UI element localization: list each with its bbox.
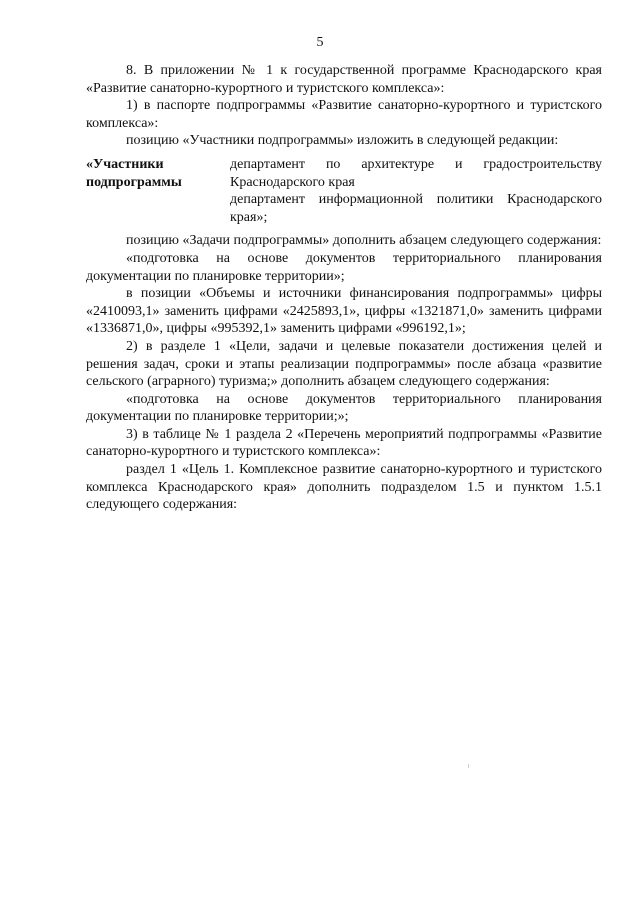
paragraph-table-1: 3) в таблице № 1 раздела 2 «Перечень мероприятий подпрограммы «Развитие санаторно-курортного и туристского комплекса»: [86,426,602,460]
paragraph-tasks: позицию «Задачи подпрограммы» дополнить абзацем следующего содержания: [126,233,602,249]
page-number: 5 [316,35,324,50]
participants-label: «Участники подпрограммы [86,156,182,190]
paragraph-amendment-8: 8. В приложении № 1 к государственной программе Краснодарского края «Развитие санаторно-курортного и туристского комплекса»: [86,63,602,96]
participants-values [230,156,602,226]
paragraph-passport: 1) в паспорте подпрограммы «Развитие санаторно-курортного и туристского комплекса»: [86,98,602,131]
paragraph-section-1-quote: «подготовка на основе документов территориального планирования документации по планировке территории;»; [86,391,602,425]
participant-architecture: департамент по архитектуре и градостроительству Краснодарского края [230,156,602,190]
paragraph-section-1: 2) в разделе 1 «Цели, задачи и целевые показатели достижения целей и решения задач, сроки и этапы реализации подпрограммы» после абзаца «развитие сельского (аграрного) туризма;» дополнить абзацем следующего содержания: [86,338,602,390]
participant-information-policy: департамент информационной политики Краснодарского края»; [230,192,602,225]
paragraph-financing: в позиции «Объемы и источники финансирования подпрограммы» цифры «2410093,1» заменить цифрами «2425893,1», цифры «1321871,0» заменить цифрами «1336871,0», цифры «995392,1» заменить цифрами «996192,1»; [86,286,602,337]
scan-mark [468,764,469,768]
paragraph-participants-intro: позицию «Участники подпрограммы» изложить в следующей редакции: [126,133,559,149]
participants-block [86,156,602,226]
paragraph-goal-1: раздел 1 «Цель 1. Комплексное развитие санаторно-курортного и туристского комплекса Краснодарского края» дополнить подразделом 1.5 и пунктом 1.5.1 следующего содержания: [86,462,602,513]
paragraph-tasks-quote: «подготовка на основе документов территориального планирования документации по планировке территории»; [86,250,602,284]
document-body [86,62,602,514]
